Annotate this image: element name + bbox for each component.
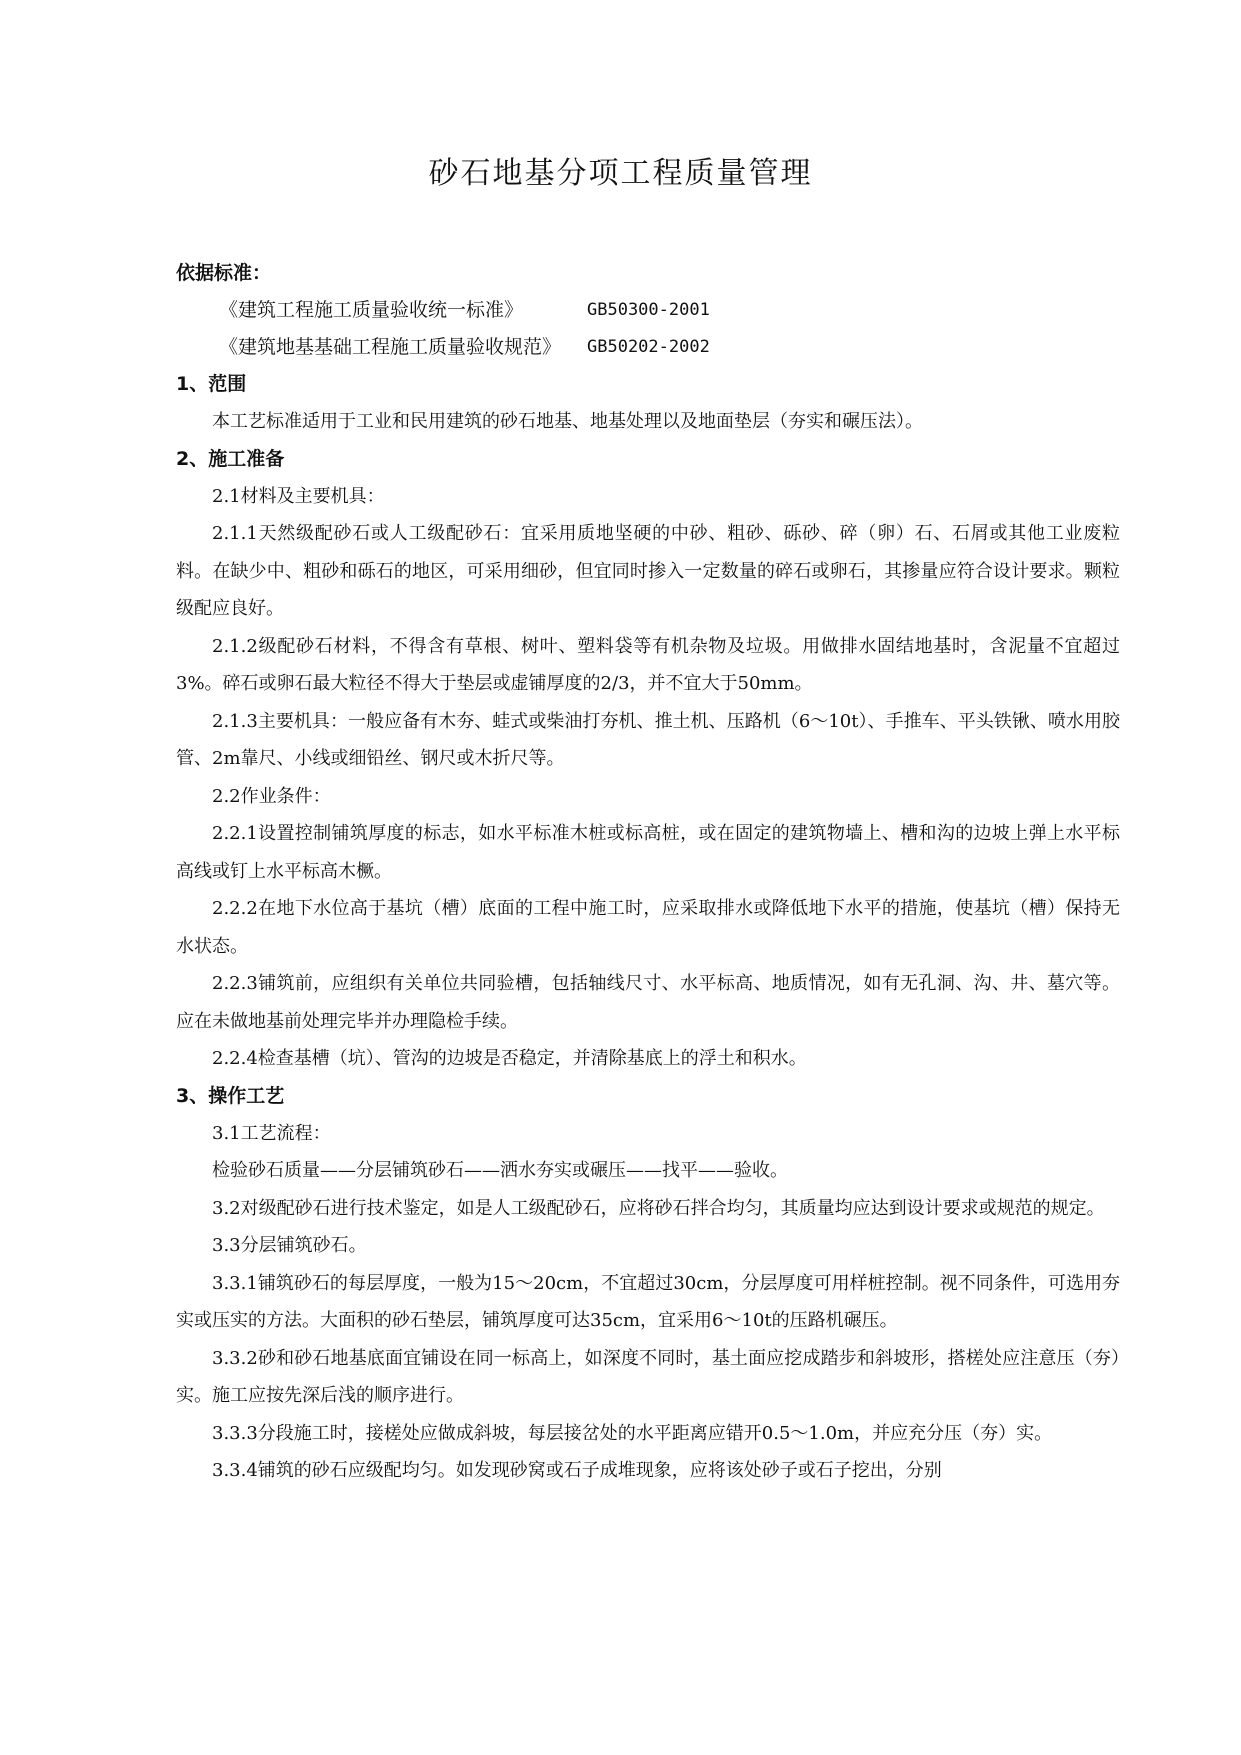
paragraph: 3.3分层铺筑砂石。	[212, 1235, 367, 1256]
paragraph: 3.1工艺流程：	[212, 1122, 331, 1144]
paragraph: 2.2.4检查基槽（坑）、管沟的边坡是否稳定，并清除基底上的浮土和积水。	[212, 1048, 807, 1069]
paragraph: 3.2对级配砂石进行技术鉴定，如是人工级配砂石，应将砂石拌合均匀，其质量均应达到设计要求或规范的规定。	[212, 1197, 1105, 1219]
section-heading: 1、范围	[176, 373, 247, 395]
standard-name: 《建筑工程施工质量验收统一标准》	[219, 299, 524, 321]
standard-name: 《建筑地基基础工程施工质量验收规范》	[219, 336, 562, 358]
paragraph: 本工艺标准适用于工业和民用建筑的砂石地基、地基处理以及地面垫层（夯实和碾压法）。	[212, 411, 923, 432]
paragraph: 3.3.1铺筑砂石的每层厚度，一般为15～20cm，不宜超过30cm，分层厚度可用样桩控制。视不同条件，可选用夯实或压实的方法。大面积的砂石垫层，铺筑厚度可达35cm，宜采用6～10t的压路机碾压。	[176, 1272, 1120, 1331]
paragraph: 3.3.3分段施工时，接槎处应做成斜坡，每层接岔处的水平距离应错开0.5～1.0m，并应充分压（夯）实。	[212, 1422, 1053, 1444]
paragraph: 3.3.4铺筑的砂石应级配均匀。如发现砂窝或石子成堆现象，应将该处砂子或石子挖出，分别	[212, 1460, 942, 1481]
standard-code: GB50202-2002	[587, 337, 710, 357]
paragraph: 2.2.1设置控制铺筑厚度的标志，如水平标准木桩或标高桩，或在固定的建筑物墙上、槽和沟的边坡上弹上水平标高线或钉上水平标高木橛。	[176, 823, 1120, 882]
standard-row	[176, 292, 1136, 329]
paragraph: 2.2.2在地下水位高于基坑（槽）底面的工程中施工时，应采取排水或降低地下水平的措施，使基坑（槽）保持无水状态。	[176, 898, 1120, 957]
paragraph: 2.2作业条件：	[212, 785, 331, 807]
basis-standards	[176, 255, 1136, 366]
paragraph: 3.3.2砂和砂石地基底面宜铺设在同一标高上，如深度不同时，基土面应挖成踏步和斜坡形，搭槎处应注意压（夯）实。施工应按先深后浅的顺序进行。	[176, 1347, 1120, 1406]
section-heading: 3、操作工艺	[176, 1084, 285, 1107]
document-body	[176, 366, 1120, 1490]
standard-code: GB50300-2001	[587, 300, 710, 320]
paragraph: 2.2.3铺筑前，应组织有关单位共同验槽，包括轴线尺寸、水平标高、地质情况，如有无孔洞、沟、井、墓穴等。应在未做地基前处理完毕并办理隐检手续。	[176, 973, 1120, 1032]
paragraph: 2.1.3主要机具：一般应备有木夯、蛙式或柴油打夯机、推土机、压路机（6～10t）、手推车、平头铁锹、喷水用胶管、2m靠尺、小线或细铅丝、钢尺或木折尺等。	[176, 710, 1120, 769]
page-title: 砂石地基分项工程质量管理	[428, 156, 813, 191]
paragraph: 检验砂石质量——分层铺筑砂石——洒水夯实或碾压——找平——验收。	[212, 1160, 788, 1181]
paragraph: 2.1.2级配砂石材料，不得含有草根、树叶、塑料袋等有机杂物及垃圾。用做排水固结地基时，含泥量不宜超过3%。碎石或卵石最大粒径不得大于垫层或虚铺厚度的2/3，并不宜大于50mm。	[176, 635, 1120, 694]
section-heading: 2、施工准备	[176, 447, 285, 470]
basis-label: 依据标准：	[176, 262, 272, 284]
paragraph: 2.1.1天然级配砂石或人工级配砂石：宜采用质地坚硬的中砂、粗砂、砾砂、碎（卵）石、石屑或其他工业废粒料。在缺少中、粗砂和砾石的地区，可采用细砂，但宜同时掺入一定数量的碎石或卵石，其掺量应符合设计要求。颗粒级配应良好。	[176, 523, 1120, 619]
standard-row	[176, 329, 1136, 366]
paragraph: 2.1材料及主要机具：	[212, 485, 385, 507]
